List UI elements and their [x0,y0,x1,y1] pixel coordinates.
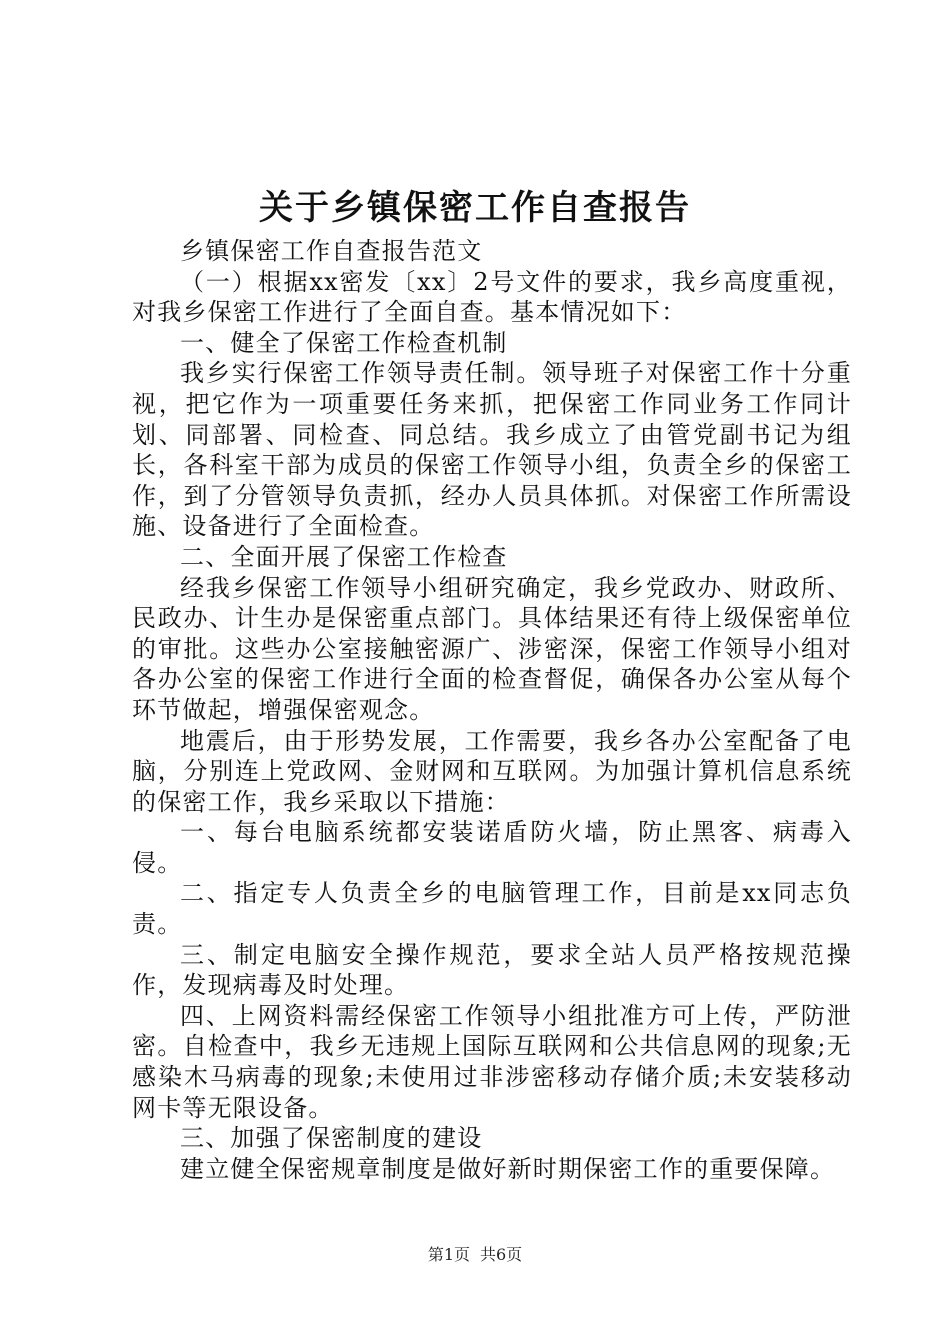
measure-item: 三、制定电脑安全操作规范，要求全站人员严格按规范操作，发现病毒及时处理。 [132,940,852,1000]
body-paragraph: 建立健全保密规章制度是做好新时期保密工作的重要保障。 [180,1154,836,1183]
section-heading-3: 三、加强了保密制度的建设 [180,1124,483,1153]
section-heading-1: 一、健全了保密工作检查机制 [180,328,508,357]
body-paragraph: 经我乡保密工作领导小组研究确定，我乡党政办、财政所、民政办、计生办是保密重点部门。具体结果还有待上级保密单位的审批。这些办公室接触密源广、涉密深，保密工作领导小组对各办公室的保密工作进行全面的检查督促，确保各办公室从每个环节做起，增强保密观念。 [132,573,852,724]
body-paragraph: 地震后，由于形势发展，工作需要，我乡各办公室配备了电脑，分别连上党政网、金财网和互联网。为加强计算机信息系统的保密工作，我乡采取以下措施： [132,726,852,816]
body-paragraph: 我乡实行保密工作领导责任制。领导班子对保密工作十分重视，把它作为一项重要任务来抓，把保密工作同业务工作同计划、同部署、同检查、同总结。我乡成立了由管党副书记为组长，各科室干部为成员的保密工作领导小组，负责全乡的保密工作，到了分管领导负责抓，经办人员具体抓。对保密工作所需设施、设备进行了全面检查。 [132,359,852,541]
page-total: 共6页 [480,1245,523,1264]
measure-item: 四、上网资料需经保密工作领导小组批准方可上传，严防泄密。自检查中，我乡无违规上国际互联网和公共信息网的现象;无感染木马病毒的现象;未使用过非涉密移动存储介质;未安装移动网卡等无限设备。 [132,1001,852,1122]
page-footer [0,1244,950,1266]
measure-item: 二、指定专人负责全乡的电脑管理工作，目前是xx同志负责。 [132,879,852,939]
measure-item: 一、每台电脑系统都安装诺盾防火墙，防止黑客、病毒入侵。 [132,818,852,877]
document-title: 关于乡镇保密工作自查报告 [259,188,691,228]
subtitle-paragraph: 乡镇保密工作自查报告范文 [180,237,483,265]
section-heading-2: 二、全面开展了保密工作检查 [180,542,508,571]
intro-paragraph: （一）根据xx密发〔xx〕2号文件的要求，我乡高度重视，对我乡保密工作进行了全面自查。基本情况如下： [132,267,852,327]
page-number: 第1页 [427,1245,470,1264]
document-body [132,236,852,1184]
